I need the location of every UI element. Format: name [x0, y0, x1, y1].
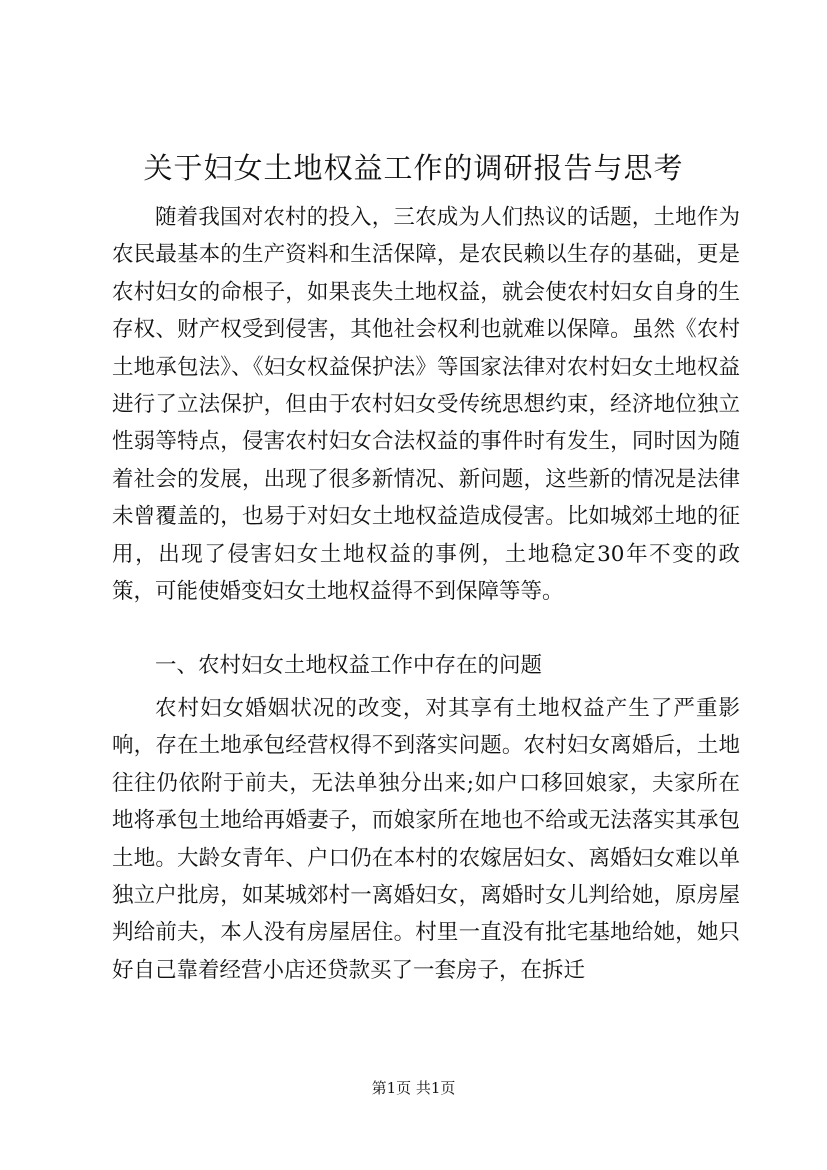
- page-number-footer: 第1页 共1页: [371, 1079, 456, 1097]
- body-paragraph: 随着我国对农村的投入，三农成为人们热议的话题，土地作为农民最基本的生产资料和生活保障，是农民赖以生存的基础，更是农村妇女的命根子，如果丧失土地权益，就会使农村妇女自身的生存权、财产权受到侵害，其他社会权利也就难以保障。虽然《农村土地承包法》、《妇女权益保护法》等国家法律对农村妇女土地权益进行了立法保护，但由于农村妇女受传统思想约束，经济地位独立性弱等特点，侵害农村妇女合法权益的事件时有发生，同时因为随着社会的发展，出现了很多新情况、新问题，这些新的情况是法律未曾覆盖的，也易于对妇女土地权益造成侵害。比如城郊土地的征用，出现了侵害妇女土地权益的事例，土地稳定30年不变的政策，可能使婚变妇女土地权益得不到保障等等。: [112, 205, 740, 605]
- body-paragraph: 农村妇女婚姻状况的改变，对其享有土地权益产生了严重影响，存在土地承包经营权得不到落实问题。农村妇女离婚后，土地往往仍依附于前夫，无法单独分出来;如户口移回娘家，夫家所在地将承包土地给再婚妻子，而娘家所在地也不给或无法落实其承包土地。大龄女青年、户口仍在本村的农嫁居妇女、离婚妇女难以单独立户批房，如某城郊村一离婚妇女，离婚时女儿判给她，原房屋判给前夫，本人没有房屋居住。村里一直没有批宅基地给她，她只好自己靠着经营小店还贷款买了一套房子，在拆迁: [112, 696, 740, 983]
- document-title: 关于妇女土地权益工作的调研报告与思考: [143, 151, 684, 185]
- section-heading: 一、农村妇女土地权益工作中存在的问题: [155, 653, 543, 678]
